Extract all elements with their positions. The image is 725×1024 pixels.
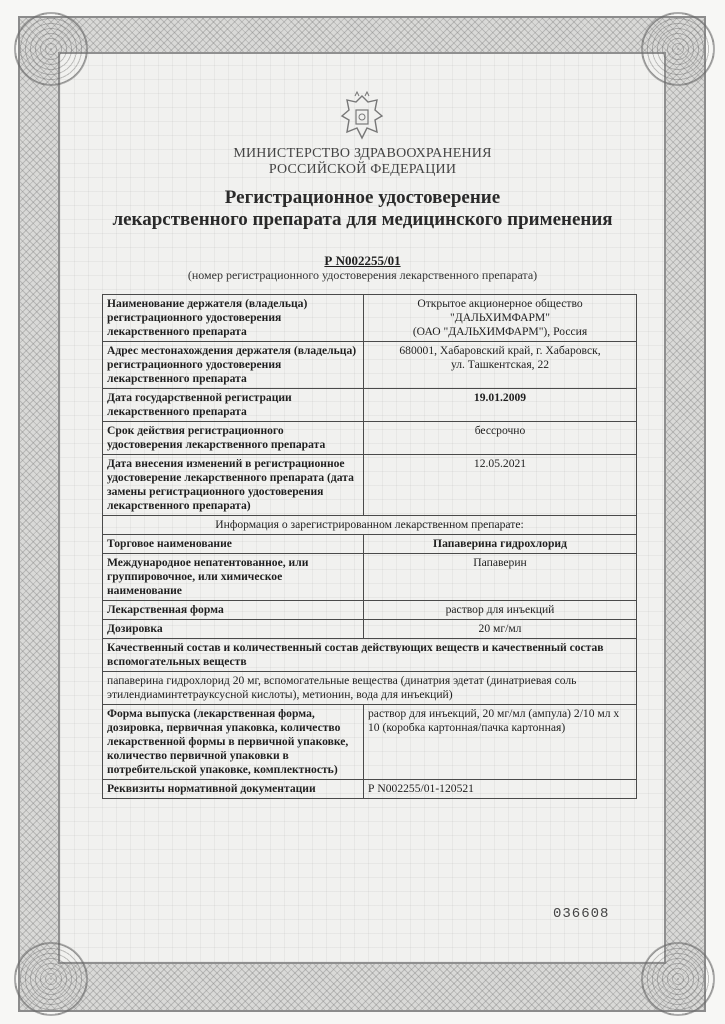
trade-name-label: Торговое наименование	[103, 535, 364, 554]
holder-address-line-2: ул. Ташкентская, 22	[450, 358, 550, 371]
normative-doc-value: Р N002255/01-120521	[364, 780, 637, 799]
table-row	[103, 389, 637, 422]
holder-address-value	[364, 342, 637, 389]
trade-name-value: Папаверина гидрохлорид	[364, 535, 637, 554]
ministry-line-1: МИНИСТЕРСТВО ЗДРАВООХРАНЕНИЯ	[233, 146, 492, 161]
holder-name-label: Наименование держателя (владельца) регистрационного удостоверения лекарственного препарата	[103, 295, 364, 342]
table-row	[103, 554, 637, 601]
table-row	[103, 295, 637, 342]
product-info-caption: Информация о зарегистрированном лекарственном препарате:	[103, 516, 637, 535]
document-title	[0, 187, 725, 231]
inn-label: Международное непатентованное, или группировочное, или химическое наименование	[103, 554, 364, 601]
registration-table	[102, 294, 637, 799]
registration-number: Р N002255/01	[324, 253, 401, 268]
table-row	[103, 422, 637, 455]
ministry-line-2: РОССИЙСКОЙ ФЕДЕРАЦИИ	[268, 162, 457, 177]
registration-date-value: 19.01.2009	[364, 389, 637, 422]
coat-of-arms-emblem	[335, 90, 389, 144]
change-date-value: 12.05.2021	[364, 455, 637, 516]
table-row	[103, 672, 637, 705]
holder-address-label: Адрес местонахождения держателя (владельца) регистрационного удостоверения лекарственного препарата	[103, 342, 364, 389]
packaging-value: раствор для инъекций, 20 мг/мл (ампула) 2/10 мл x 10 (коробка картонная/пачка картонная)	[364, 705, 637, 780]
title-line-1: Регистрационное удостоверение	[224, 187, 501, 208]
inn-value: Папаверин	[364, 554, 637, 601]
serial-number: 036608	[553, 906, 610, 922]
table-row	[103, 535, 637, 554]
table-row	[103, 601, 637, 620]
table-row	[103, 780, 637, 799]
corner-ornament	[641, 12, 715, 86]
dosage-form-label: Лекарственная форма	[103, 601, 364, 620]
registration-number-caption: (номер регистрационного удостоверения лекарственного препарата)	[187, 268, 538, 282]
ministry-name	[0, 146, 725, 178]
registration-date-label: Дата государственной регистрации лекарственного препарата	[103, 389, 364, 422]
normative-doc-label: Реквизиты нормативной документации	[103, 780, 364, 799]
holder-name-value	[364, 295, 637, 342]
corner-ornament	[641, 942, 715, 1016]
table-row	[103, 342, 637, 389]
validity-value: бессрочно	[364, 422, 637, 455]
corner-ornament	[14, 12, 88, 86]
dosage-label: Дозировка	[103, 620, 364, 639]
composition-label: Качественный состав и количественный состав действующих веществ и качественный состав вспомогательных веществ	[103, 639, 637, 672]
table-row	[103, 705, 637, 780]
table-row	[103, 516, 637, 535]
table-row	[103, 620, 637, 639]
holder-address-line-1: 680001, Хабаровский край, г. Хабаровск,	[399, 344, 601, 357]
dosage-form-value: раствор для инъекций	[364, 601, 637, 620]
change-date-label: Дата внесения изменений в регистрационное удостоверение лекарственного препарата (дата замены регистрационного удостоверения лекарственного препарата)	[103, 455, 364, 516]
dosage-value: 20 мг/мл	[364, 620, 637, 639]
holder-name-line-3: (ОАО "ДАЛЬХИМФАРМ"), Россия	[412, 325, 588, 338]
title-line-2: лекарственного препарата для медицинского применения	[112, 209, 613, 230]
holder-name-line-2: "ДАЛЬХИМФАРМ"	[450, 311, 550, 324]
corner-ornament	[14, 942, 88, 1016]
composition-value: папаверина гидрохлорид 20 мг, вспомогательные вещества (динатрия эдетат (динатриевая соль этилендиаминтетрауксусной кислоты), метионин, вода для инъекций)	[103, 672, 637, 705]
validity-label: Срок действия регистрационного удостоверения лекарственного препарата	[103, 422, 364, 455]
holder-name-line-1: Открытое акционерное общество	[417, 297, 583, 310]
table-row	[103, 455, 637, 516]
table-row	[103, 639, 637, 672]
packaging-label: Форма выпуска (лекарственная форма, дозировка, первичная упаковка, количество лекарственной формы в первичной упаковке, количество первичной упаковки в потребительской упаковке, комплектность)	[103, 705, 364, 780]
